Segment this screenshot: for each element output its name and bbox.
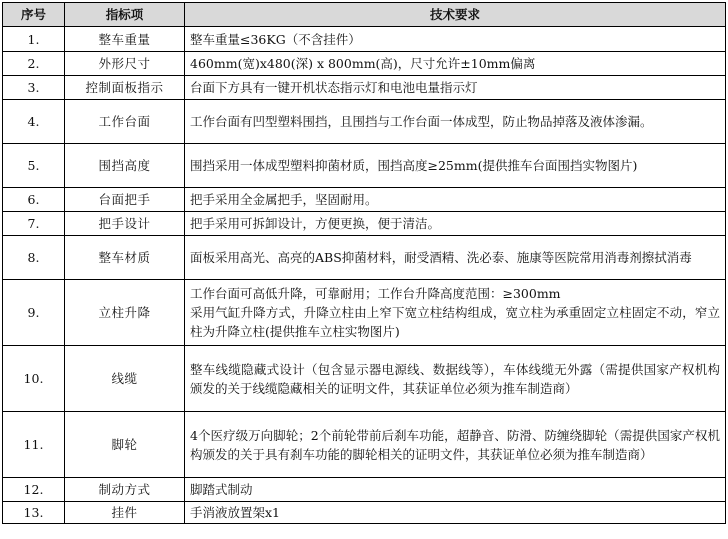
table-row bbox=[3, 412, 726, 478]
row-item-name: 台面把手 bbox=[65, 188, 185, 212]
row-number: 9. bbox=[3, 280, 65, 346]
row-number: 8. bbox=[3, 236, 65, 280]
row-item-name: 控制面板指示 bbox=[65, 76, 185, 100]
row-requirement: 工作台面有凹型塑料围挡，且围挡与工作台面一体成型，防止物品掉落及液体渗漏。 bbox=[185, 100, 726, 144]
row-number: 5. bbox=[3, 144, 65, 188]
row-item-name: 制动方式 bbox=[65, 478, 185, 502]
header-requirement: 技术要求 bbox=[185, 3, 726, 27]
row-item-name: 挂件 bbox=[65, 502, 185, 524]
header-item: 指标项 bbox=[65, 3, 185, 27]
row-number: 13. bbox=[3, 502, 65, 524]
row-number: 7. bbox=[3, 212, 65, 236]
row-item-name: 整车重量 bbox=[65, 27, 185, 52]
spec-table bbox=[2, 2, 726, 524]
row-number: 6. bbox=[3, 188, 65, 212]
row-item-name: 整车材质 bbox=[65, 236, 185, 280]
row-number: 11. bbox=[3, 412, 65, 478]
row-number: 1. bbox=[3, 27, 65, 52]
table-header bbox=[3, 3, 726, 27]
row-requirement: 把手采用可拆卸设计，方便更换，便于清洁。 bbox=[185, 212, 726, 236]
row-item-name: 把手设计 bbox=[65, 212, 185, 236]
row-item-name: 脚轮 bbox=[65, 412, 185, 478]
row-requirement: 台面下方具有一键开机状态指示灯和电池电量指示灯 bbox=[185, 76, 726, 100]
table-row bbox=[3, 52, 726, 76]
table-row bbox=[3, 236, 726, 280]
table-row bbox=[3, 76, 726, 100]
row-number: 10. bbox=[3, 346, 65, 412]
header-row bbox=[3, 3, 726, 27]
row-number: 12. bbox=[3, 478, 65, 502]
row-requirement: 围挡采用一体成型塑料抑菌材质，围挡高度≥25mm(提供推车台面围挡实物图片) bbox=[185, 144, 726, 188]
row-number: 2. bbox=[3, 52, 65, 76]
table-row bbox=[3, 212, 726, 236]
row-requirement: 脚踏式制动 bbox=[185, 478, 726, 502]
row-requirement: 整车重量≤36KG（不含挂件） bbox=[185, 27, 726, 52]
table-row bbox=[3, 280, 726, 346]
row-requirement: 4个医疗级万向脚轮；2个前轮带前后刹车功能，超静音、防滑、防缠绕脚轮（需提供国家产权机构颁发的关于具有刹车功能的脚轮相关的证明文件，其获证单位必须为推车制造商） bbox=[185, 412, 726, 478]
row-item-name: 立柱升降 bbox=[65, 280, 185, 346]
row-number: 4. bbox=[3, 100, 65, 144]
table-row bbox=[3, 188, 726, 212]
table-row bbox=[3, 100, 726, 144]
row-item-name: 外形尺寸 bbox=[65, 52, 185, 76]
row-requirement: 460mm(宽)x480(深) x 800mm(高)，尺寸允许±10mm偏离 bbox=[185, 52, 726, 76]
row-requirement: 工作台面可高低升降，可靠耐用；工作台升降高度范围：≥300mm 采用气缸升降方式，升降立柱由上窄下宽立柱结构组成，宽立柱为承重固定立柱固定不动，窄立柱为升降立柱(提供推车立柱实物图片) bbox=[185, 280, 726, 346]
row-item-name: 线缆 bbox=[65, 346, 185, 412]
row-requirement: 手消液放置架x1 bbox=[185, 502, 726, 524]
row-item-name: 围挡高度 bbox=[65, 144, 185, 188]
row-item-name: 工作台面 bbox=[65, 100, 185, 144]
row-requirement: 面板采用高光、高亮的ABS抑菌材料，耐受酒精、洗必泰、施康等医院常用消毒剂擦拭消毒 bbox=[185, 236, 726, 280]
row-requirement: 把手采用全金属把手，坚固耐用。 bbox=[185, 188, 726, 212]
header-no: 序号 bbox=[3, 3, 65, 27]
table-row bbox=[3, 346, 726, 412]
table-row bbox=[3, 27, 726, 52]
table-row bbox=[3, 502, 726, 524]
table-body bbox=[3, 27, 726, 524]
row-number: 3. bbox=[3, 76, 65, 100]
spec-table-wrapper bbox=[2, 2, 726, 524]
row-requirement: 整车线缆隐藏式设计（包含显示器电源线、数据线等），车体线缆无外露（需提供国家产权机构颁发的关于线缆隐藏相关的证明文件，其获证单位必须为推车制造商） bbox=[185, 346, 726, 412]
table-row bbox=[3, 478, 726, 502]
table-row bbox=[3, 144, 726, 188]
